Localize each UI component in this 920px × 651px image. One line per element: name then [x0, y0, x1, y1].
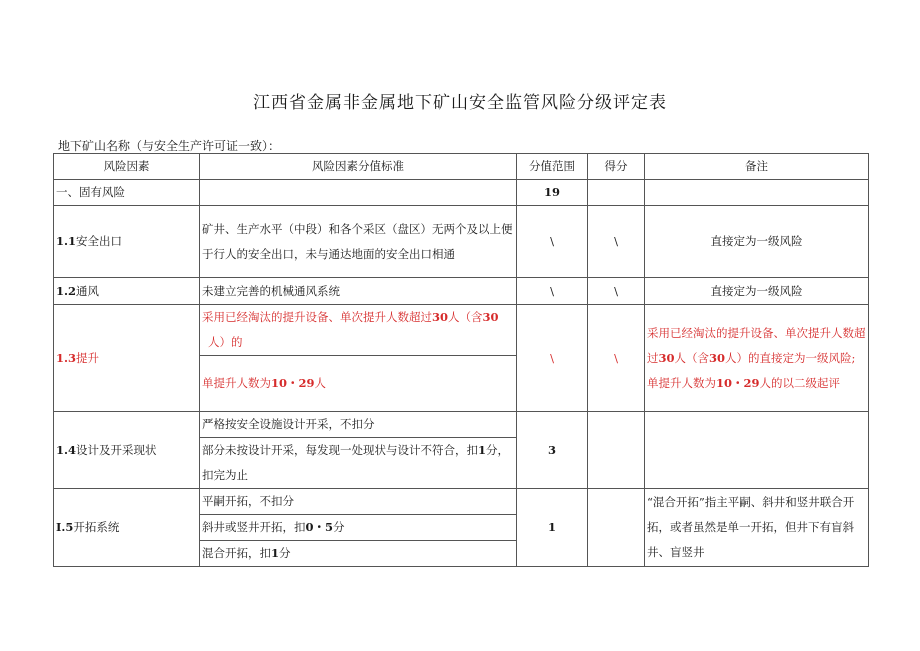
header-note: 备注: [645, 154, 869, 180]
note-text: 人）的直接定为一级风险;单提升人数为: [647, 350, 856, 390]
factor-cell: [54, 412, 200, 489]
score-cell: \: [588, 206, 645, 278]
standard-text: 斜井或竖井开拓，扣: [202, 520, 306, 534]
factor-number: I.5: [56, 520, 74, 534]
section-label: 一、固有风险: [54, 180, 200, 206]
standard-text: 人: [314, 376, 327, 390]
section-note-cell: [645, 180, 869, 206]
note-cell: “混合开拓”指主平嗣、斜井和竖井联合开拓，或者虽然是单一开拓，但井下有盲斜井、盲竖井: [645, 489, 869, 567]
range-cell: 3: [517, 412, 588, 489]
table-row-1-4a: [54, 412, 869, 438]
header-standard: 风险因素分值标准: [200, 154, 517, 180]
score-cell: [588, 412, 645, 489]
standard-cell: [200, 515, 517, 541]
header-factor: 风险因素: [54, 154, 200, 180]
factor-name: 通风: [76, 283, 100, 298]
standard-number: 30: [432, 310, 449, 324]
factor-cell: [54, 305, 200, 412]
factor-name: 提升: [76, 350, 100, 365]
range-cell: \: [517, 278, 588, 305]
header-range: 分值范围: [517, 154, 588, 180]
standard-text: 分: [279, 546, 291, 560]
standard-text: 人）的: [208, 335, 243, 349]
factor-number: 1.1: [56, 234, 77, 248]
note-cell: 直接定为一级风险: [645, 278, 869, 305]
standard-cell: 矿井、生产水平（中段）和各个采区（盘区）无两个及以上便于行人的安全出口，未与通达地面的安全出口相通: [200, 206, 517, 278]
table-row-1-2: [54, 278, 869, 305]
factor-cell: [54, 489, 200, 567]
standard-text: 单提升人数为: [202, 376, 271, 390]
mine-name-label: 地下矿山名称（与安全生产许可证一致）：: [58, 139, 281, 153]
score-cell: \: [588, 305, 645, 412]
standard-number: 0・5: [305, 520, 334, 534]
note-text: 人的以二级起评: [759, 375, 841, 390]
factor-number: 1.2: [56, 283, 77, 298]
standard-cell: [200, 541, 517, 567]
note-text: 采用已经淘汰的提升设备、单次提升人数超过: [647, 325, 866, 365]
section-row-inherent: [54, 180, 869, 206]
factor-name: 安全出口: [76, 234, 123, 248]
note-cell: [645, 412, 869, 489]
score-cell: [588, 489, 645, 567]
range-cell: \: [517, 206, 588, 278]
page-title: 江西省金属非金属地下矿山安全监管风险分级评定表: [253, 93, 667, 113]
standard-text: 分: [333, 520, 345, 534]
standard-text: 部分未按设计开采，每发现一处现状与设计不符合，扣: [202, 443, 478, 457]
standard-cell: [200, 438, 517, 489]
note-text: 人（含: [674, 350, 710, 365]
standard-number: 1: [478, 443, 487, 457]
note-cell: [645, 305, 869, 412]
header-row: [54, 154, 869, 180]
standard-cell: 平嗣开拓，不扣分: [200, 489, 517, 515]
factor-number: 1.4: [56, 442, 77, 457]
header-score: 得分: [588, 154, 645, 180]
table-row-1-3a: [54, 305, 869, 356]
note-number: 10・29: [716, 375, 760, 390]
factor-name: 设计及开采现状: [76, 442, 157, 457]
range-cell: 1: [517, 489, 588, 567]
factor-cell: [54, 278, 200, 305]
standard-cell: [200, 305, 517, 356]
factor-cell: [54, 206, 200, 278]
standard-number: 1: [271, 546, 280, 560]
risk-assessment-table: [53, 153, 869, 567]
standard-cell: 未建立完善的机械通风系统: [200, 278, 517, 305]
range-cell: \: [517, 305, 588, 412]
note-number: 30: [658, 350, 675, 365]
standard-text: 人（含: [448, 310, 483, 324]
score-cell: \: [588, 278, 645, 305]
factor-number: 1.3: [56, 350, 77, 365]
standard-text: 混合开拓，扣: [202, 546, 271, 560]
standard-number: 10・29: [271, 376, 315, 390]
section-range: 19: [517, 180, 588, 206]
note-cell: 直接定为一级风险: [645, 206, 869, 278]
factor-name: 开拓系统: [73, 520, 120, 534]
section-standard-cell: [200, 180, 517, 206]
note-number: 30: [709, 350, 726, 365]
standard-cell: [200, 356, 517, 412]
section-score-cell: [588, 180, 645, 206]
standard-cell: 严格按安全设施设计开采，不扣分: [200, 412, 517, 438]
standard-number: 30: [482, 310, 499, 324]
table-row-1-5a: [54, 489, 869, 515]
table-row-1-1: [54, 206, 869, 278]
standard-text: 采用已经淘汰的提升设备、单次提升人数超过: [202, 310, 432, 324]
standard-text: 分，扣完为止: [202, 443, 510, 482]
